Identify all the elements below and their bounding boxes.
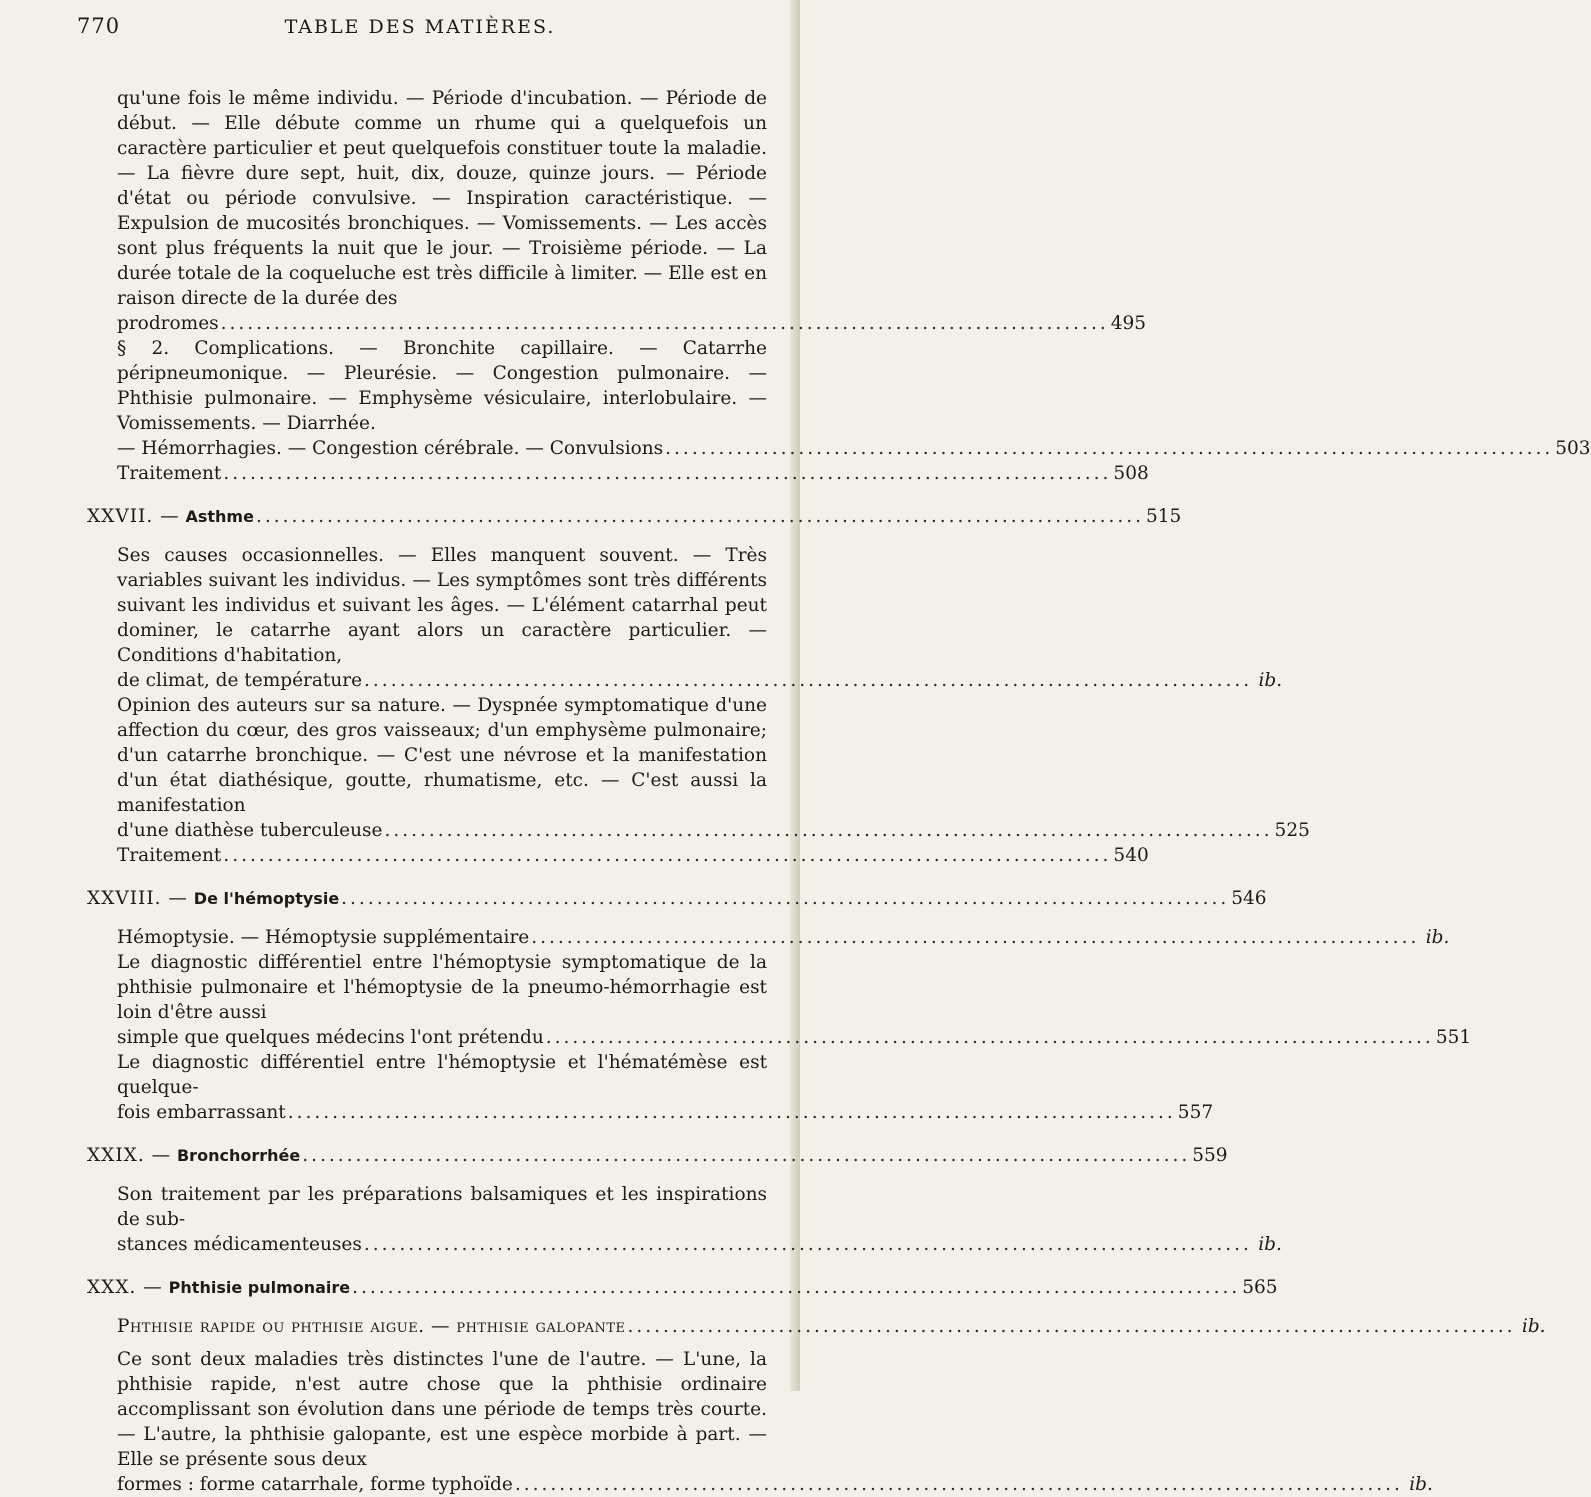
toc-entry-page: 540: [1113, 845, 1149, 866]
toc-entry-text: Phthisie rapide ou phthisie aigue. — phthisie galopante: [117, 1316, 626, 1337]
toc-paragraph: Opinion des auteurs sur sa nature. — Dyspnée symptomatique d'une affection du cœur, des gros vaisseaux; d'un emphysème pulmonaire; d'un catarrhe bronchique. — C'est une névrose et la manifestation d'un état diathésique, goutte, rhumatisme, etc. — C'est aussi la manifestation: [117, 695, 767, 816]
toc-entry-text: de climat, de température: [117, 670, 363, 691]
chapter-number: XXIX. —: [87, 1145, 172, 1166]
toc-entry-text: Traitement: [117, 845, 222, 866]
leader-dots: ....................................................................................................: [363, 1234, 1252, 1255]
page-header: [0, 14, 800, 50]
leader-dots: ....................................................................................................: [514, 1474, 1403, 1495]
toc-entry: [87, 1314, 1546, 1339]
toc-entry: [87, 1472, 1433, 1497]
toc-entry: [87, 311, 1147, 336]
toc-entry-text: stances médicamenteuses: [117, 1234, 362, 1255]
chapter-title: Phthisie pulmonaire: [168, 1278, 351, 1297]
chapter-title: Asthme: [185, 507, 254, 526]
toc-entry-text: formes : forme catarrhale, forme typhoïde: [117, 1474, 513, 1495]
chapter-number: XXX. —: [87, 1277, 163, 1298]
toc-paragraph: Le diagnostic différentiel entre l'hémoptysie et l'hématémèse est quelque-: [117, 1052, 767, 1098]
toc-entry-text: d'une diathèse tuberculeuse: [117, 820, 383, 841]
toc-entry-page: 503: [1555, 438, 1591, 459]
toc-entry-text: fois embarrassant: [117, 1102, 286, 1123]
toc-paragraph: Le diagnostic différentiel entre l'hémoptysie symptomatique de la phthisie pulmonaire et l'hémoptysie de la pneumo-hémorrhagie est loin d'être aussi: [117, 952, 767, 1023]
chapter-page: 565: [1242, 1277, 1278, 1298]
toc-entry-page: 557: [1177, 1102, 1214, 1123]
chapter-page: 515: [1146, 506, 1182, 527]
toc-entry-page: 525: [1274, 820, 1310, 841]
leader-dots: ....................................................................................................: [665, 438, 1554, 459]
leader-dots: ....................................................................................................: [364, 670, 1253, 691]
leader-dots: ....................................................................................................: [220, 313, 1109, 334]
toc-entry-page: ib.: [1521, 1316, 1546, 1337]
toc-paragraph: Ses causes occasionnelles. — Elles manquent souvent. — Très variables suivant les individus. — Les symptômes sont très différents suivant les individus et suivant les âges. — L'élément catarrhal peut dominer, le catarrhe ayant alors un caractère particulier. — Conditions d'habitation,: [117, 545, 767, 666]
leader-dots: ....................................................................................................: [545, 1027, 1434, 1048]
toc-paragraph: § 2. Complications. — Bronchite capillaire. — Catarrhe péripneumonique. — Pleurésie. — Congestion pulmonaire. — Phthisie pulmonaire. — Emphysème vésiculaire, interlobulaire. — Vomissements. — Diarrhée.: [117, 338, 767, 434]
page-number: 770: [77, 14, 121, 38]
leader-dots: ....................................................................................................: [531, 927, 1420, 948]
toc-entry-text: — Hémorrhagies. — Congestion cérébrale. — Convulsions: [117, 438, 664, 459]
toc-entry-text: prodromes: [117, 313, 219, 334]
chapter-heading: [87, 886, 1267, 911]
chapter-number: XXVIII. —: [87, 888, 188, 909]
chapter-heading: [87, 1143, 1228, 1168]
toc-entry: [87, 668, 1283, 693]
table-of-contents: [87, 86, 1591, 1497]
leader-dots: ....................................................................................................: [287, 1102, 1176, 1123]
leader-dots: ....................................................................................................: [352, 1277, 1241, 1298]
chapter-page: 559: [1192, 1145, 1228, 1166]
toc-entry: [87, 925, 1450, 950]
toc-paragraph: Son traitement par les préparations balsamiques et les inspirations de sub-: [117, 1184, 767, 1230]
leader-dots: ....................................................................................................: [627, 1316, 1516, 1337]
leader-dots: ....................................................................................................: [223, 845, 1112, 866]
leader-dots: ....................................................................................................: [384, 820, 1273, 841]
leader-dots: ....................................................................................................: [255, 506, 1144, 527]
toc-entry: [87, 1100, 1214, 1125]
toc-entry: [87, 461, 1149, 486]
running-title: TABLE DES MATIÈRES.: [284, 16, 556, 38]
leader-dots: ....................................................................................................: [302, 1145, 1191, 1166]
chapter-title: Bronchorrhée: [176, 1146, 301, 1165]
chapter-page: 546: [1231, 888, 1267, 909]
toc-entry-page: ib.: [1258, 1234, 1282, 1255]
leader-dots: ....................................................................................................: [223, 463, 1112, 484]
toc-entry: [87, 436, 1591, 461]
toc-entry: [87, 1232, 1282, 1257]
toc-entry-page: 508: [1113, 463, 1149, 484]
leader-dots: ....................................................................................................: [341, 888, 1230, 909]
toc-entry-text: simple que quelques médecins l'ont prétendu: [117, 1027, 544, 1048]
chapter-heading: [87, 1275, 1278, 1300]
chapter-heading: [87, 504, 1182, 529]
toc-entry-page: ib.: [1425, 927, 1450, 948]
toc-entry-text: Traitement: [117, 463, 222, 484]
toc-entry-page: 495: [1110, 313, 1147, 334]
toc-entry-page: ib.: [1258, 670, 1283, 691]
toc-entry: [87, 1025, 1472, 1050]
toc-entry-text: Hémoptysie. — Hémoptysie supplémentaire: [117, 927, 530, 948]
toc-entry: [87, 843, 1149, 868]
chapter-number: XXVII. —: [87, 506, 180, 527]
toc-entry-page: ib.: [1409, 1474, 1433, 1495]
toc-entry: [87, 818, 1310, 843]
page-edge: [790, 0, 800, 1391]
toc-entry-page: 551: [1435, 1027, 1472, 1048]
chapter-title: De l'hémoptysie: [193, 889, 340, 908]
toc-paragraph: qu'une fois le même individu. — Période d'incubation. — Période de début. — Elle débute comme un rhume qui a quelquefois un caractère particulier et peut quelquefois constituer toute la maladie. — La fièvre dure sept, huit, dix, douze, quinze jours. — Période d'état ou période convulsive. — Inspiration caractéristique. — Expulsion de mucosités bronchiques. — Vomissements. — Les accès sont plus fréquents la nuit que le jour. — Troisième période. — La durée totale de la coqueluche est très difficile à limiter. — Elle est en raison directe de la durée des: [117, 88, 767, 309]
toc-paragraph: Ce sont deux maladies très distinctes l'une de l'autre. — L'une, la phthisie rapide, n'est autre chose que la phthisie ordinaire accomplissant son évolution dans une période de temps très courte. — L'autre, la phthisie galopante, est une espèce morbide à part. — Elle se présente sous deux: [117, 1349, 767, 1470]
